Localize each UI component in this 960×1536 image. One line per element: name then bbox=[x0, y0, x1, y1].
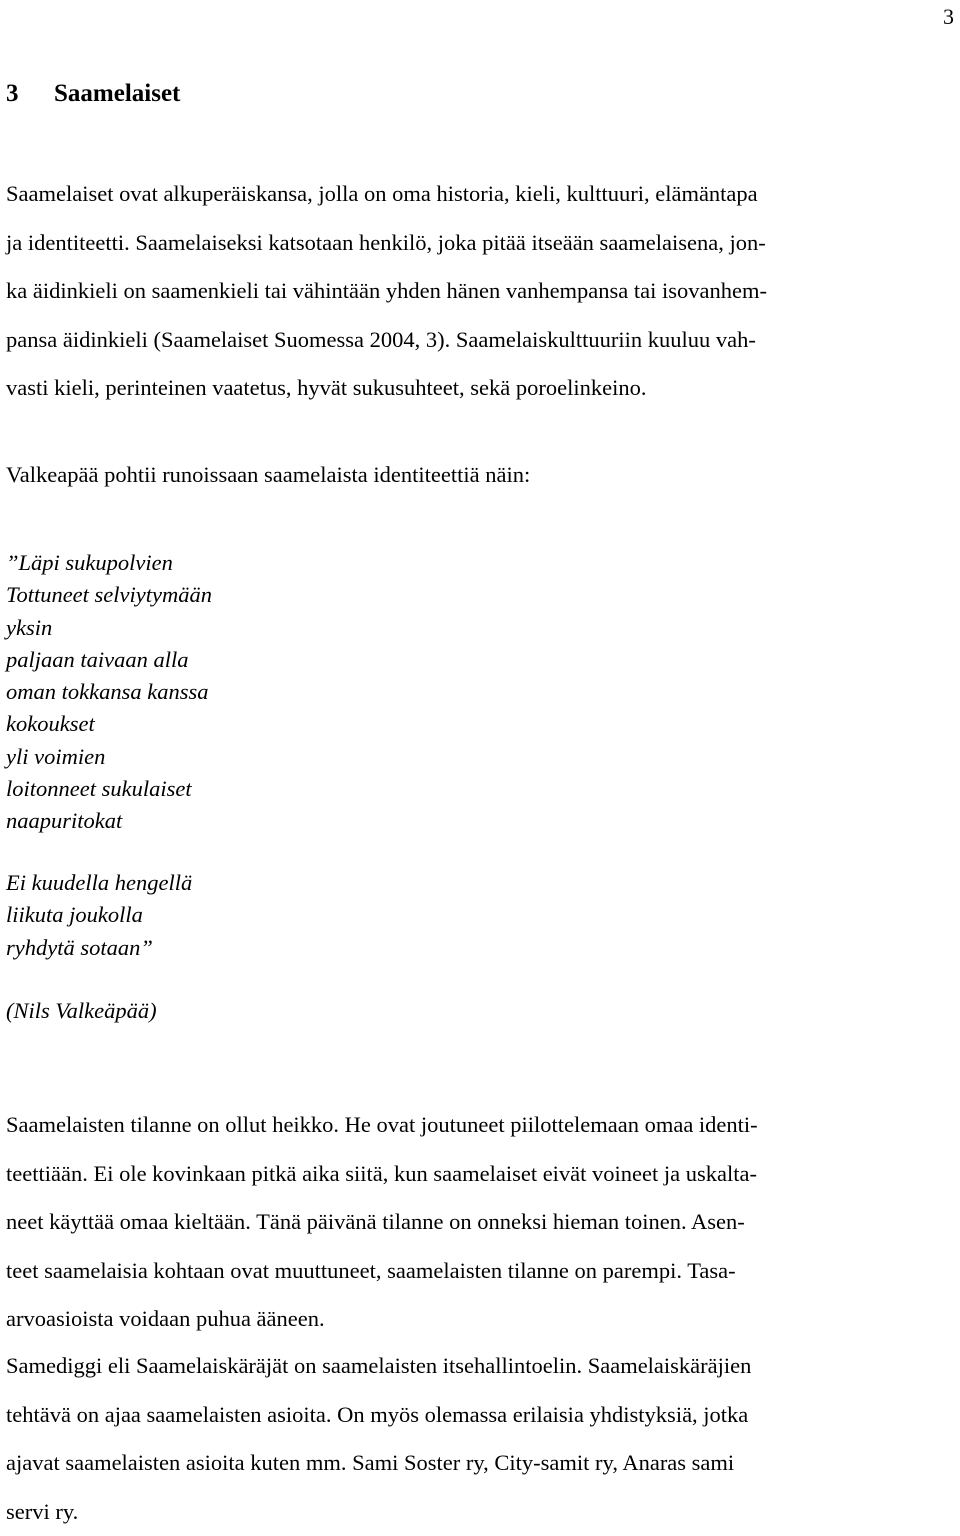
paragraph-situation bbox=[6, 1101, 946, 1344]
poem-stanza-1 bbox=[6, 547, 212, 838]
poem-intro: Valkeapää pohtii runoissaan saamelaista identiteettiä näin: bbox=[6, 462, 530, 488]
text-line: tehtävä on ajaa saamelaisten asioita. On myös olemassa erilaisia yhdistyksiä, jotka bbox=[6, 1391, 946, 1440]
section-title: Saamelaiset bbox=[54, 80, 180, 107]
poem-line: Tottuneet selviytymään bbox=[6, 579, 212, 611]
poem-line: oman tokkansa kanssa bbox=[6, 676, 212, 708]
paragraph-intro bbox=[6, 170, 946, 413]
poem-line: yli voimien bbox=[6, 741, 212, 773]
text-line: Saamelaisten tilanne on ollut heikko. He ovat joutuneet piilottelemaan omaa identi- bbox=[6, 1101, 946, 1150]
text-line: Samediggi eli Saamelaiskäräjät on saamelaisten itsehallintoelin. Saamelaiskäräjien bbox=[6, 1342, 946, 1391]
text-line: ja identiteetti. Saamelaiseksi katsotaan henkilö, joka pitää itseään saamelaisena, jon- bbox=[6, 219, 946, 268]
poem-line: liikuta joukolla bbox=[6, 899, 192, 931]
section-number: 3 bbox=[6, 80, 54, 108]
poem-line: Ei kuudella hengellä bbox=[6, 867, 192, 899]
poem-line: kokoukset bbox=[6, 708, 212, 740]
paragraph-samediggi bbox=[6, 1342, 946, 1536]
poem-line: ryhdytä sotaan” bbox=[6, 932, 192, 964]
text-line: arvoasioista voidaan puhua ääneen. bbox=[6, 1295, 946, 1344]
poem-line: yksin bbox=[6, 612, 212, 644]
poem-stanza-2 bbox=[6, 867, 192, 964]
poem-line: ”Läpi sukupolvien bbox=[6, 547, 212, 579]
section-heading bbox=[6, 80, 180, 108]
text-line: pansa äidinkieli (Saamelaiset Suomessa 2004, 3). Saamelaiskulttuuriin kuuluu vah- bbox=[6, 316, 946, 365]
poem-line: loitonneet sukulaiset bbox=[6, 773, 212, 805]
text-line: Saamelaiset ovat alkuperäiskansa, jolla on oma historia, kieli, kulttuuri, elämäntapa bbox=[6, 170, 946, 219]
page-number: 3 bbox=[943, 4, 954, 30]
poem-line: naapuritokat bbox=[6, 805, 212, 837]
poem-line: paljaan taivaan alla bbox=[6, 644, 212, 676]
text-line: neet käyttää omaa kieltään. Tänä päivänä tilanne on onneksi hieman toinen. Asen- bbox=[6, 1198, 946, 1247]
text-line: ka äidinkieli on saamenkieli tai vähintään yhden hänen vanhempansa tai isovanhem- bbox=[6, 267, 946, 316]
text-line: teettiään. Ei ole kovinkaan pitkä aika siitä, kun saamelaiset eivät voineet ja uskalta- bbox=[6, 1150, 946, 1199]
text-line: servi ry. bbox=[6, 1488, 946, 1536]
poem-attribution: (Nils Valkeäpää) bbox=[6, 998, 157, 1024]
text-line: vasti kieli, perinteinen vaatetus, hyvät sukusuhteet, sekä poroelinkeino. bbox=[6, 364, 946, 413]
text-line: ajavat saamelaisten asioita kuten mm. Sami Soster ry, City-samit ry, Anaras sami bbox=[6, 1439, 946, 1488]
text-line: teet saamelaisia kohtaan ovat muuttuneet, saamelaisten tilanne on parempi. Tasa- bbox=[6, 1247, 946, 1296]
